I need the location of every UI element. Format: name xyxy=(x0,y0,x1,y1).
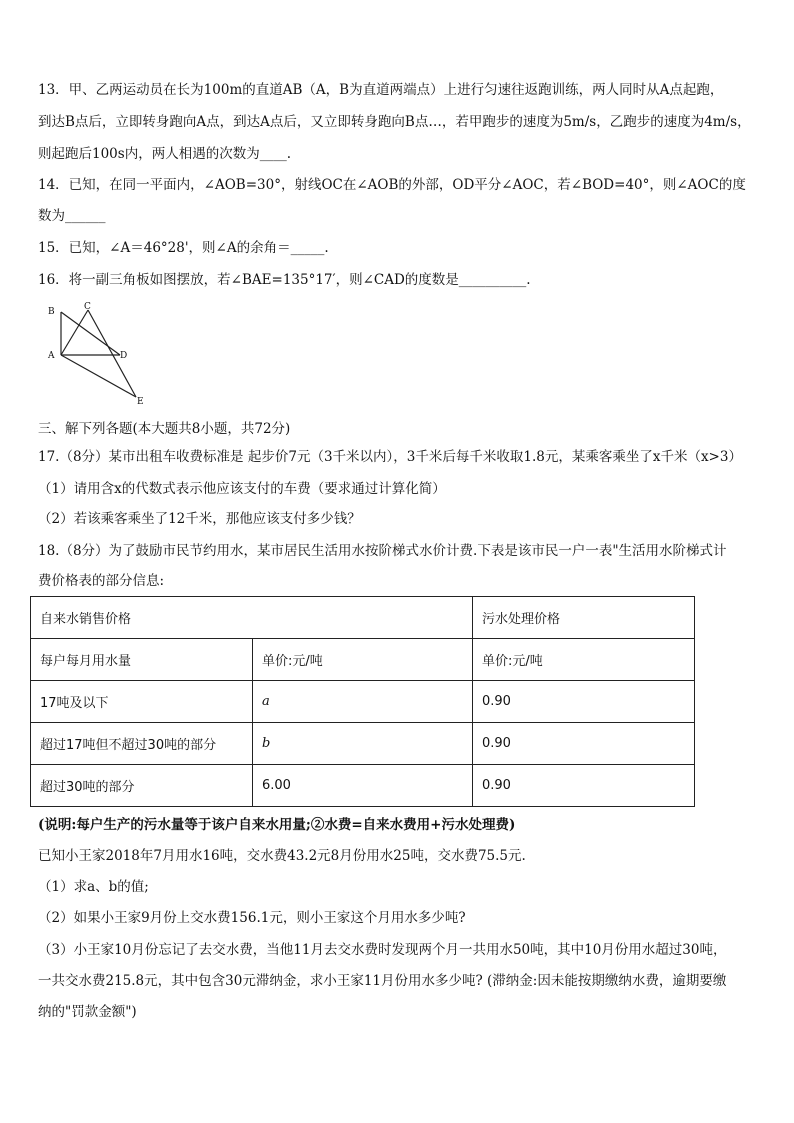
q18-sub3-line3: 纳的"罚款金额") xyxy=(38,1004,137,1020)
q13-line3: 则起跑后100s内，两人相遇的次数为____. xyxy=(38,146,291,162)
q18-given: 已知小王家2018年7月用水16吨，交水费43.2元8月份用水25吨，交水费75.5元. xyxy=(38,848,526,864)
table-row xyxy=(31,765,695,807)
table-row xyxy=(31,639,695,681)
table-cell: 单价:元/吨 xyxy=(253,639,473,681)
q13-line2: 到达B点后，立即转身跑向A点，到达A点后，又立即转身跑向B点…，若甲跑步的速度为5m/s，乙跑步的速度为4m/s， xyxy=(38,114,751,130)
edge-BD xyxy=(61,312,120,355)
q18-sub3-line1: （3）小王家10月份忘记了去交水费，当他11月去交水费时发现两个月一共用水50吨，其中10月份用水超过30吨， xyxy=(38,942,727,958)
label-E: E xyxy=(137,397,144,407)
table-cell: a xyxy=(253,681,473,723)
water-price-table xyxy=(30,596,695,807)
table-cell: 每户每月用水量 xyxy=(31,639,253,681)
section3-title: 三、解下列各题(本大题共8小题，共72分) xyxy=(38,421,291,437)
label-C: C xyxy=(84,302,91,312)
label-B: B xyxy=(48,307,55,317)
label-D: D xyxy=(120,351,128,361)
q18-sub2: （2）如果小王家9月份上交水费156.1元，则小王家这个月用水多少吨? xyxy=(38,910,466,926)
q18-line2: 费价格表的部分信息: xyxy=(38,573,165,589)
table-cell: 0.90 xyxy=(473,765,695,807)
q18-note: (说明:每户生产的污水量等于该户自来水用量;②水费=自来水费用+污水处理费) xyxy=(38,817,516,833)
table-cell: b xyxy=(253,723,473,765)
table-cell: 0.90 xyxy=(473,681,695,723)
table-cell: 超过30吨的部分 xyxy=(31,765,253,807)
triangle-figure xyxy=(36,300,156,410)
table-cell: 单价:元/吨 xyxy=(473,639,695,681)
q18-sub3-line2: 一共交水费215.8元，其中包含30元滞纳金，求小王家11月份用水多少吨? (滞纳金:因未能按期缴纳水费，逾期要缴 xyxy=(38,973,727,989)
table-row xyxy=(31,723,695,765)
q16-line1: 16．将一副三角板如图摆放，若∠BAE=135°17′，则∠CAD的度数是__________. xyxy=(38,272,531,288)
q17-sub1: （1）请用含x的代数式表示他应该支付的车费（要求通过计算化简） xyxy=(38,481,446,497)
table-cell: 超过17吨但不超过30吨的部分 xyxy=(31,723,253,765)
table-cell: 0.90 xyxy=(473,723,695,765)
edge-CA xyxy=(61,310,88,355)
label-A: A xyxy=(48,351,55,361)
q14-line1: 14．已知，在同一平面内，∠AOB=30°，射线OC在∠AOB的外部，OD平分∠AOC，若∠BOD=40°，则∠AOC的度 xyxy=(38,177,746,193)
q13-line1: 13．甲、乙两运动员在长为100m的直道AB（A，B为直道两端点）上进行匀速往返跑训练，两人同时从A点起跑， xyxy=(38,82,724,98)
table-cell: 17吨及以下 xyxy=(31,681,253,723)
q17-sub2: （2）若该乘客乘坐了12千米，那他应该支付多少钱？ xyxy=(38,511,361,527)
table-row xyxy=(31,597,695,639)
q18-line1: 18.（8分）为了鼓励市民节约用水，某市居民生活用水按阶梯式水价计费.下表是该市民一户一表"生活用水阶梯式计 xyxy=(38,543,727,559)
q15-line1: 15．已知，∠A＝46°28'，则∠A的余角＝_____. xyxy=(38,240,329,256)
table-cell: 6.00 xyxy=(253,765,473,807)
q17-line1: 17.（8分）某市出租车收费标准是 起步价7元（3千米以内），3千米后每千米收取1.8元，某乘客乘坐了x千米（x>3） xyxy=(38,449,742,465)
table-cell: 自来水销售价格 xyxy=(31,597,473,639)
table-cell: 污水处理价格 xyxy=(473,597,695,639)
q18-sub1: （1）求a、b的值; xyxy=(38,879,149,895)
table-row xyxy=(31,681,695,723)
q14-line2: 数为______ xyxy=(38,208,106,224)
